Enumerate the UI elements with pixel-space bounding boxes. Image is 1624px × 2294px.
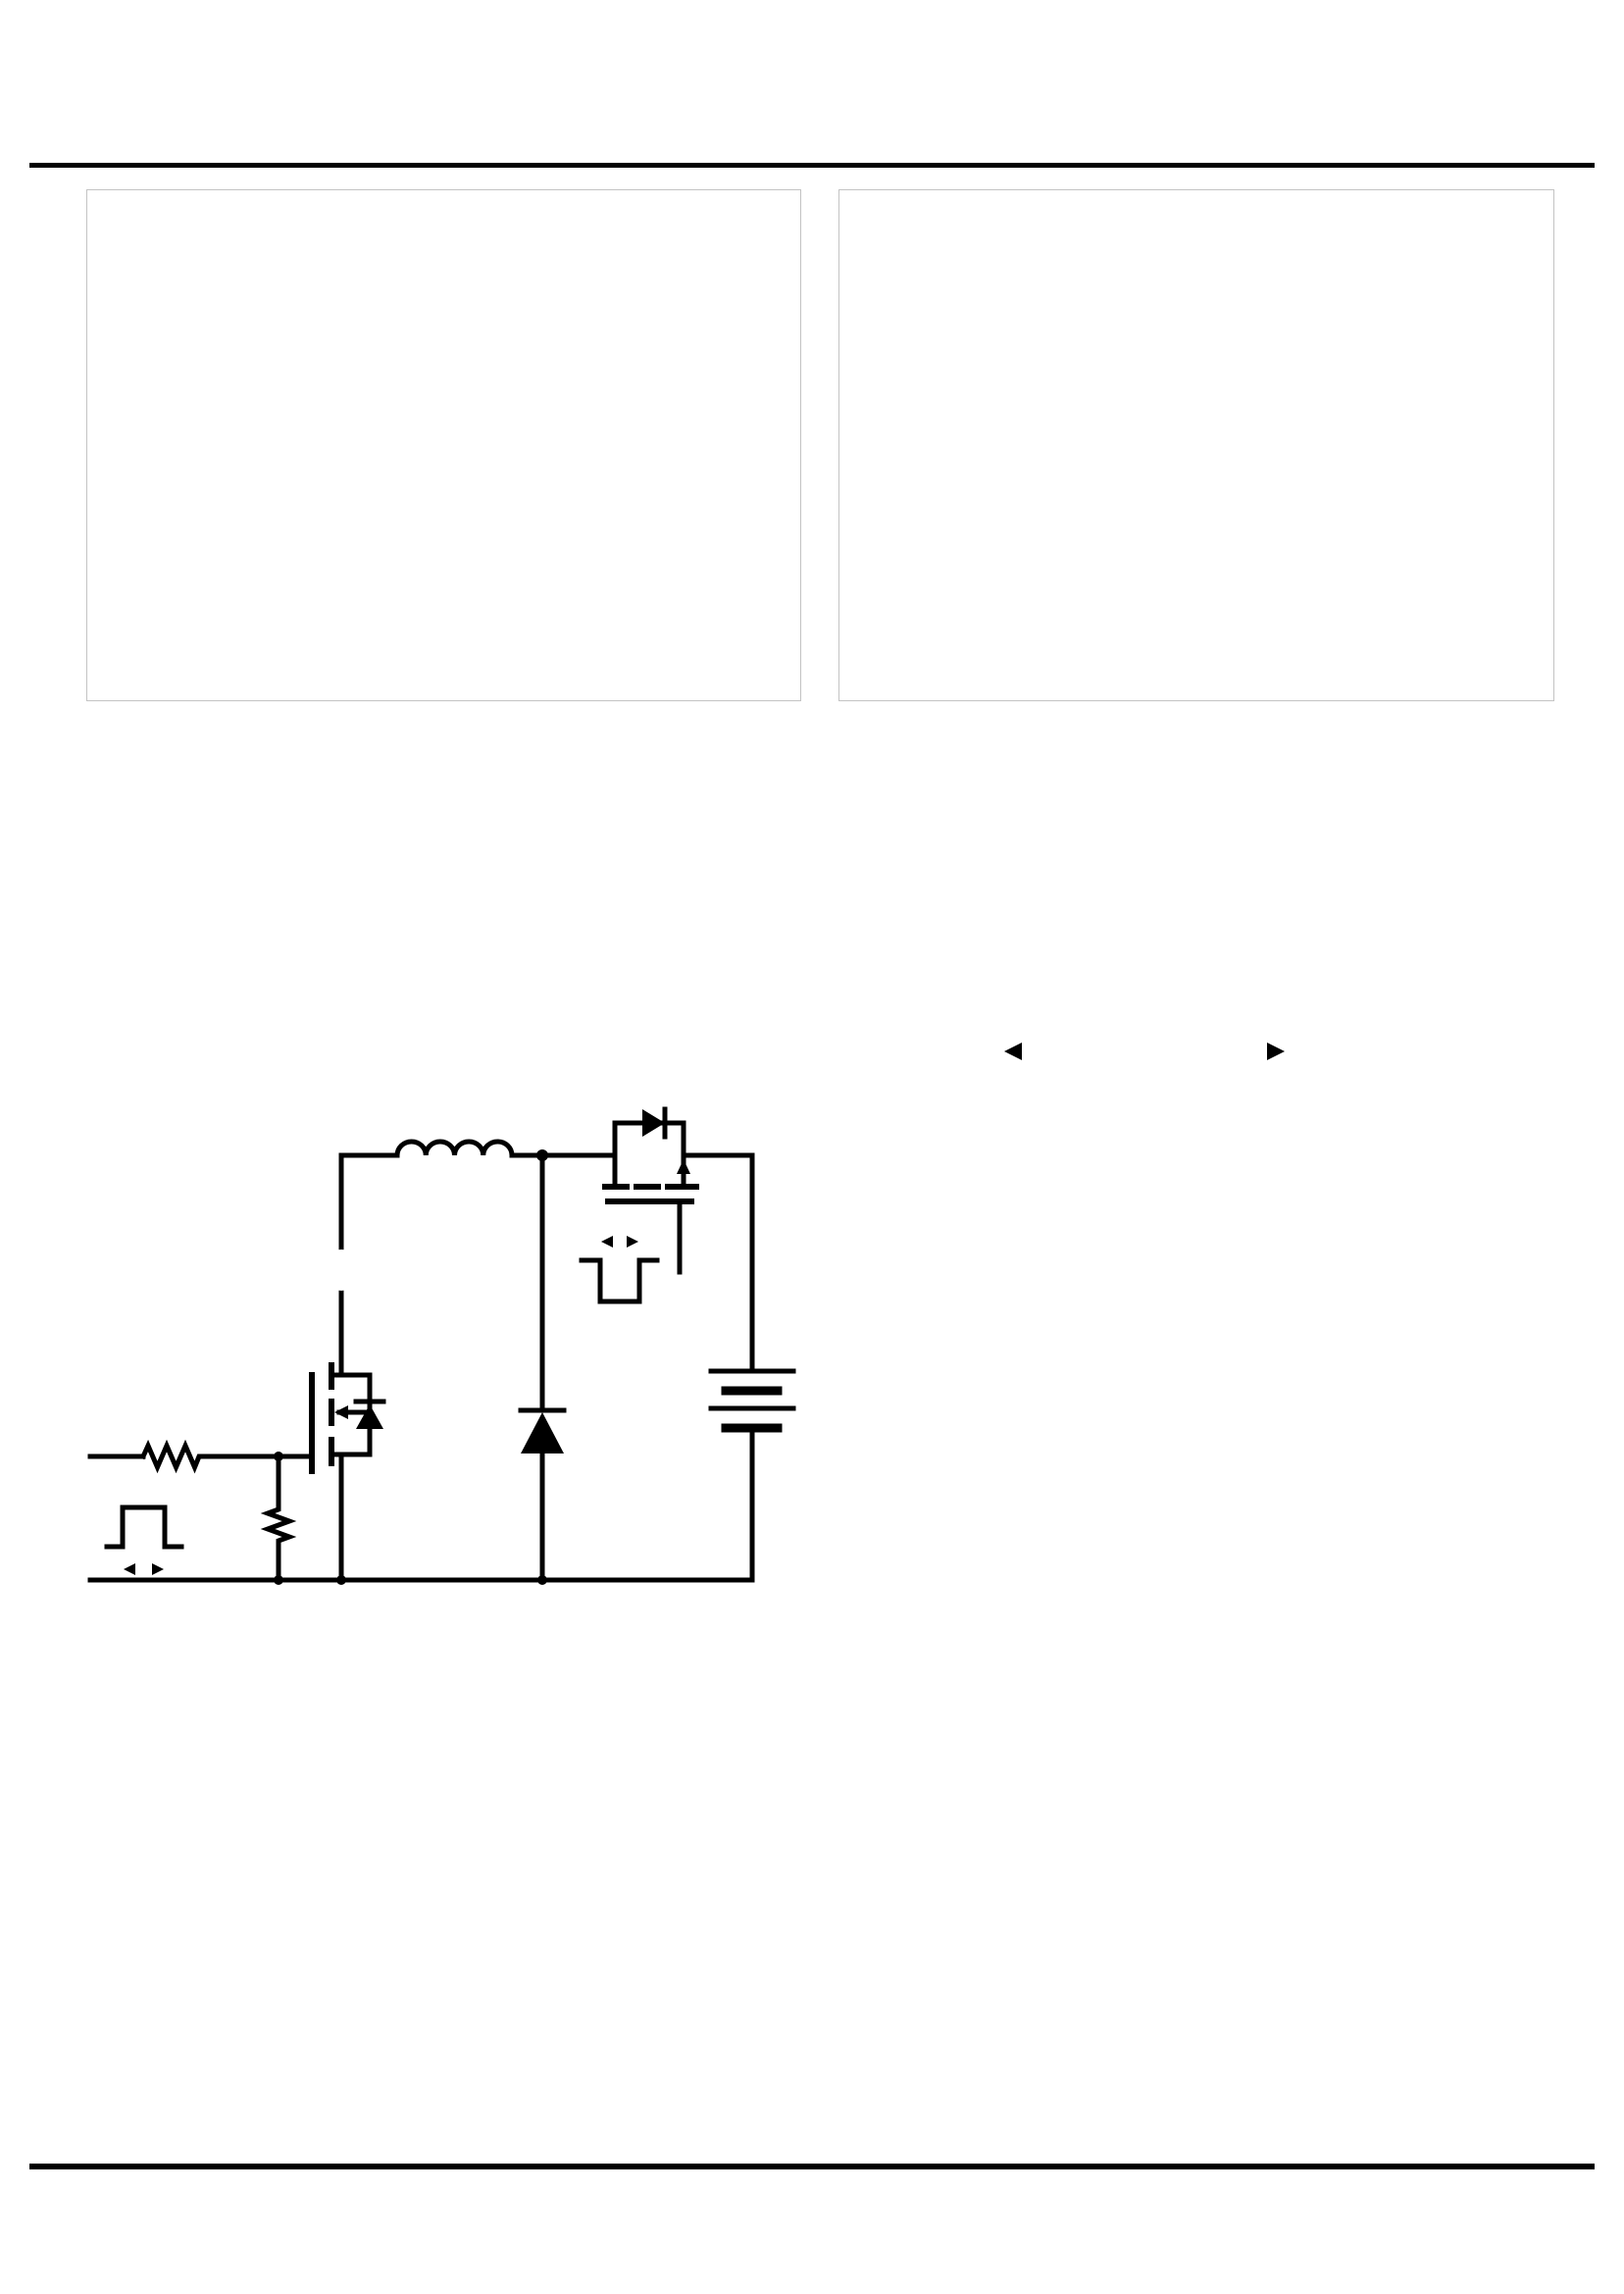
ammeter-icon: [321, 1249, 362, 1291]
figure14-panel: [838, 189, 1554, 701]
input-pulse-symbol: [107, 1507, 181, 1547]
footer-divider: [29, 2164, 1595, 2169]
battery-vdd: [711, 1371, 793, 1428]
inductor: [397, 1142, 512, 1155]
section-heading: [93, 886, 103, 919]
uis-test-circuit-diagram: [59, 981, 843, 1608]
title-divider: [29, 163, 1595, 168]
gate-resistor: [143, 1446, 279, 1467]
freewheel-diode: [521, 1412, 564, 1453]
uis-waveform-diagram: [848, 971, 1535, 1599]
vds-probe-icon: [421, 1402, 458, 1440]
figure13-panel: [86, 189, 801, 701]
time-markers: [1002, 1026, 1396, 1589]
mosfet2-body-diode: [642, 1109, 665, 1137]
tp-arrow: [1004, 1043, 1285, 1060]
gate-pulldown-resistor: [268, 1456, 289, 1580]
id-trace: [853, 1188, 1530, 1376]
mosfet2-body-arrow: [677, 1159, 690, 1174]
mosfet1-body-arrow: [334, 1405, 348, 1419]
safe-operation-area-chart: [839, 190, 1553, 700]
gate2-pulse-symbol: [582, 1260, 657, 1301]
thermal-impedance-chart: [87, 190, 800, 700]
vds-trace: [856, 1432, 1530, 1583]
gate2-pulse-width-arrow: [600, 1226, 639, 1253]
mosfet1-body-diode: [356, 1404, 383, 1429]
vgs-trace: [856, 1078, 1530, 1131]
input-pulse-width-arrow: [123, 1553, 165, 1581]
